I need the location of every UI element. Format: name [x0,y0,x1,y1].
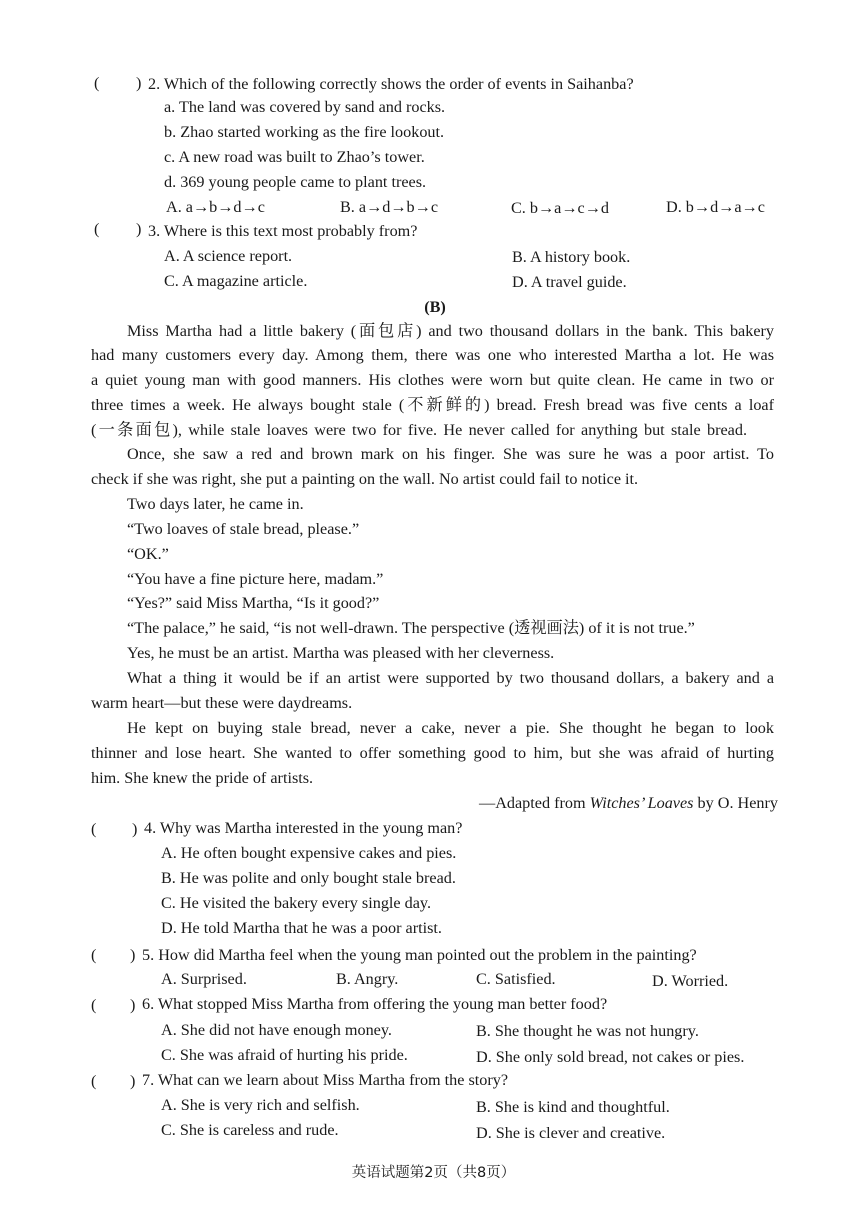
passage-line: Once, she saw a red and brown mark on his finger. She was sure he was a poor artist. To [127,445,774,463]
q4-option-a: A. He often bought expensive cakes and pies. [161,844,457,862]
passage-line: “You have a fine picture here, madam.” [127,570,384,588]
passage-line: He kept on buying stale bread, never a cake, never a pie. She thought he began to look [127,719,774,737]
question-5-stem: 5. How did Martha feel when the young man pointed out the problem in the painting? [142,946,697,964]
answer-bracket-q2-close: ) [136,74,142,92]
q2-option-d: D. b→d→a→c [666,198,765,216]
q7-option-c: C. She is careless and rude. [161,1121,339,1139]
passage-line: him. She knew the pride of artists. [91,769,314,787]
q7-option-d: D. She is clever and creative. [476,1124,666,1142]
section-heading: (B) [424,298,446,316]
passage-line: a quiet young man with good manners. His clothes were worn but quite clean. He came in two or [91,371,774,389]
question-7-stem: 7. What can we learn about Miss Martha from the story? [142,1071,509,1089]
source-prefix: —Adapted from [479,794,590,812]
page-footer: 英语试题第2页（共8页） [351,1165,516,1181]
question-3-stem: 3. Where is this text most probably from? [148,222,418,240]
question-2-stem: 2. Which of the following correctly shows the order of events in Saihanba? [148,75,634,93]
passage-line: Yes, he must be an artist. Martha was pleased with her cleverness. [127,644,555,662]
question-6-stem: 6. What stopped Miss Martha from offering the young man better food? [142,995,608,1013]
passage-line: What a thing it would be if an artist were supported by two thousand dollars, a bakery and a [127,669,774,687]
passage-line: had many customers every day. Among them, there was one who interested Martha a lot. He was [91,346,774,364]
passage-line: check if she was right, she put a painting on the wall. No artist could fail to notice it. [91,470,639,488]
answer-bracket-q3-close: ) [136,220,142,238]
q5-option-c: C. Satisfied. [476,970,556,988]
source-title: Witches’ Loaves [589,794,694,812]
q2-event-a: a. The land was covered by sand and rocks. [164,98,446,116]
q5-option-b: B. Angry. [336,970,399,988]
q2-option-a: A. a→b→d→c [166,198,265,216]
passage-line: Miss Martha had a little bakery (面包店) and two thousand dollars in the bank. This bakery [127,322,774,340]
answer-bracket-q4: ( [91,820,97,838]
answer-bracket-q3: ( [94,220,100,238]
passage-line: “Two loaves of stale bread, please.” [127,520,360,538]
q3-option-b: B. A history book. [512,248,631,266]
passage-line: Two days later, he came in. [127,495,304,513]
passage-line: thinner and lose heart. She wanted to offer something good to him, but she was afraid of hurting [91,744,774,762]
answer-bracket-q6-close: ) [130,996,136,1014]
passage-line: three times a week. He always bought stale (不新鲜的) bread. Fresh bread was five cents a loaf [91,396,774,414]
answer-bracket-q6: ( [91,996,97,1014]
passage-line: “Yes?” said Miss Martha, “Is it good?” [127,594,380,612]
q3-option-d: D. A travel guide. [512,273,627,291]
q2-event-b: b. Zhao started working as the fire lookout. [164,123,445,141]
passage-line: (一条面包), while stale loaves were two for five. He never called for anything but stale bread. [91,421,747,439]
q2-event-c: c. A new road was built to Zhao’s tower. [164,148,425,166]
q5-option-d: D. Worried. [652,972,729,990]
passage-line: warm heart—but these were daydreams. [91,694,353,712]
q7-option-a: A. She is very rich and selfish. [161,1096,360,1114]
q2-option-c: C. b→a→c→d [511,199,610,217]
q4-option-b: B. He was polite and only bought stale bread. [161,869,456,887]
q3-option-c: C. A magazine article. [164,272,308,290]
q4-option-d: D. He told Martha that he was a poor artist. [161,919,442,937]
q6-option-c: C. She was afraid of hurting his pride. [161,1046,408,1064]
q6-option-d: D. She only sold bread, not cakes or pies. [476,1048,745,1066]
question-4-stem: 4. Why was Martha interested in the young man? [144,819,463,837]
q4-option-c: C. He visited the bakery every single day. [161,894,432,912]
q2-option-b: B. a→d→b→c [340,198,439,216]
q6-option-a: A. She did not have enough money. [161,1021,392,1039]
passage-line: “OK.” [127,545,169,563]
answer-bracket-q5: ( [91,946,97,964]
answer-bracket-q2: ( [94,74,100,92]
answer-bracket-q4-close: ) [132,820,138,838]
q3-option-a: A. A science report. [164,247,293,265]
q2-event-d: d. 369 young people came to plant trees. [164,173,427,191]
q7-option-b: B. She is kind and thoughtful. [476,1098,670,1116]
passage-source [479,793,778,813]
answer-bracket-q5-close: ) [130,946,136,964]
source-suffix: by O. Henry [693,794,778,812]
passage-line: “The palace,” he said, “is not well-drawn. The perspective (透视画法) of it is not true.” [127,619,695,637]
answer-bracket-q7: ( [91,1072,97,1090]
q6-option-b: B. She thought he was not hungry. [476,1022,699,1040]
q5-option-a: A. Surprised. [161,970,247,988]
answer-bracket-q7-close: ) [130,1072,136,1090]
